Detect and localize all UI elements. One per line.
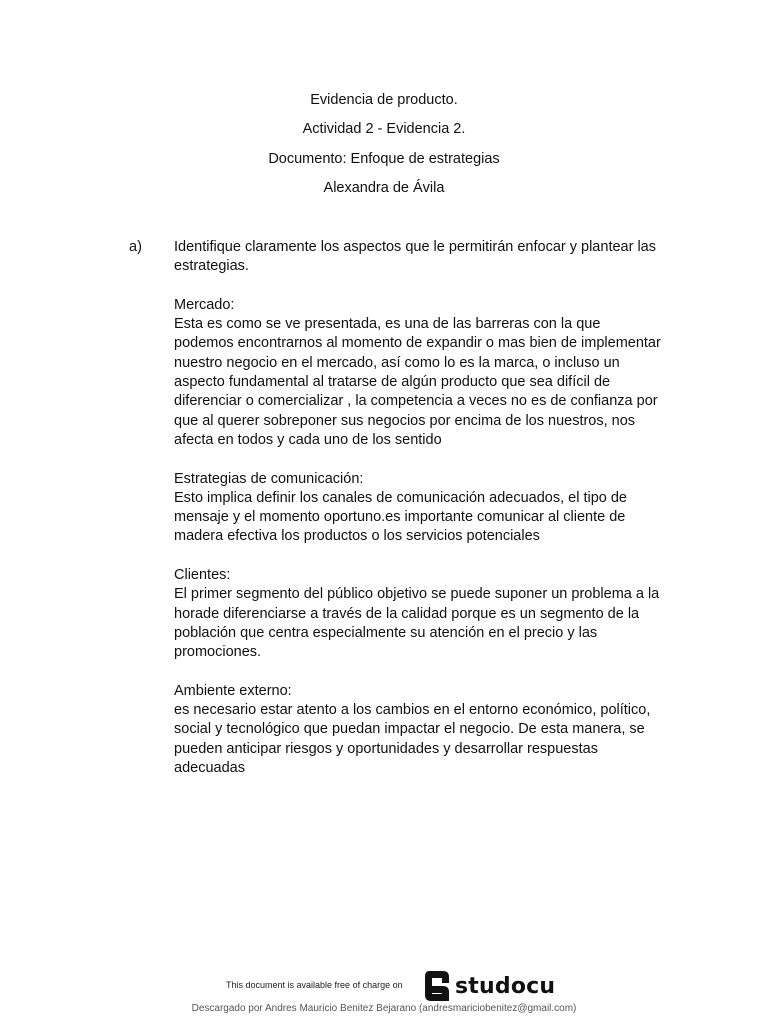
section-clientes: [174, 566, 664, 662]
section-heading: Estrategias de comunicación:: [174, 470, 364, 487]
document-subject: Documento: Enfoque de estrategias: [268, 150, 500, 167]
section-body: es necesario estar atento a los cambios en el entorno económico, político, social y tecnológico que puedan impactar el negocio. De esta manera, se pueden anticipar riesgos y oportunidades y desarrollar respuestas adecuadas: [174, 702, 651, 777]
studocu-logo[interactable]: [423, 969, 555, 1003]
list-marker: a): [129, 239, 142, 255]
section-heading: Mercado:: [174, 296, 235, 313]
document-title: Evidencia de producto.: [310, 92, 458, 108]
download-attribution: Descargado por Andres Mauricio Benitez Bejarano (andresmariciobenitez@gmail.com): [191, 1003, 577, 1014]
section-mercado: [174, 296, 664, 450]
studocu-banner[interactable]: [0, 967, 768, 1003]
section-body: Esto implica definir los canales de comunicación adecuados, el tipo de mensaje y el momento oportuno.es importante comunicar al cliente de madera efectiva los productos o los servicios potenciales: [174, 489, 627, 545]
section-heading: Clientes:: [174, 567, 231, 584]
question-text: Identifique claramente los aspectos que le permitirán enfocar y plantear las estrategias.: [174, 239, 656, 275]
section-comunicacion: [174, 470, 664, 547]
availability-notice: This document is available free of charge on: [226, 980, 403, 990]
document-body: [174, 238, 664, 798]
studocu-wordmark: studocu: [455, 973, 556, 999]
studocu-logo-icon: [423, 969, 451, 1003]
section-body: El primer segmento del público objetivo se puede suponer un problema a la horade diferenciarse a través de la calidad porque es un segmento de la población que centra especialmente su atención en el precio y las promociones.: [174, 586, 660, 661]
section-ambiente-externo: [174, 682, 664, 778]
activity-line: Actividad 2 - Evidencia 2.: [302, 121, 466, 138]
author-name: Alexandra de Ávila: [323, 179, 445, 196]
document-header: [0, 89, 768, 206]
section-heading: Ambiente externo:: [174, 682, 292, 699]
section-body: Esta es como se ve presentada, es una de las barreras con la que podemos encontrarnos al momento de expandir o mas bien de implementar nuestro negocio en el mercado, así como lo es la marca, o incluso un aspecto fundamental al tratarse de algún producto que sea difícil de diferenciar o comercializar , la competencia a veces no es de confianza por que al querer sobreponer sus negocios por encima de los nuestros, nos afecta en todos y cada uno de los sentido: [174, 316, 661, 448]
